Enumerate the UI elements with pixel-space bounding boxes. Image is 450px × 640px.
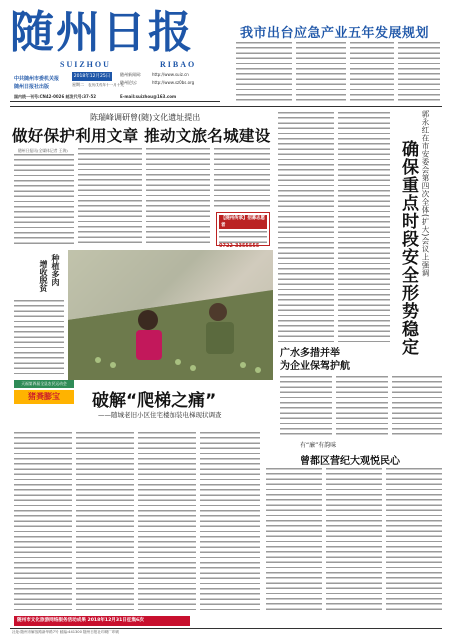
right-story-headline: 确保重点时段安全形势稳定	[398, 140, 418, 356]
photo-illustration	[68, 250, 273, 380]
issn-line: 国内统一刊号:CN42-0026 邮发代号:37-52	[14, 94, 97, 99]
feature-col2	[76, 432, 134, 612]
right-mid-col2	[336, 376, 388, 436]
lead-kicker: 陈瑞峰调研曾(随)文化遗址提出	[90, 113, 201, 122]
ad-box-phone: 0722-3355555	[219, 243, 260, 249]
publisher-line2: 随州日报社出版	[14, 84, 50, 90]
date-box: 2018年12月25日	[73, 74, 111, 79]
masthead-pinyin-left: SUIZHOU	[60, 60, 111, 69]
top-story-headline: 我市出台应急产业五年发展规划	[240, 26, 430, 41]
right-low-col2	[326, 468, 382, 612]
right-low-col3	[386, 468, 442, 612]
right-mid-col1	[280, 376, 332, 436]
lead-photo	[68, 250, 273, 380]
web-label: 随州新闻网:	[120, 72, 142, 77]
feature-subhead: ——随城老旧小区住宅楼加装电梯现状调查	[98, 411, 222, 419]
right-low-kicker: 有“廉”有韵味	[300, 442, 337, 449]
right-story-kicker: 郭永红在市安委会第四次全体(扩大)会议上强调	[421, 110, 430, 277]
top-story-col2	[296, 42, 346, 104]
feature-col1	[14, 432, 72, 612]
masthead-rule	[10, 101, 220, 102]
weekday: 星期二	[72, 82, 84, 87]
lead-col4	[214, 148, 270, 208]
lead-byline: 随州日报讯(全媒体记者 王海)	[18, 148, 68, 153]
footer-note: 社址:随州市解放路新华路7号 邮编:441300 随州日报社印刷厂印刷	[12, 630, 119, 634]
lead-headline: 做好保护利用文章 推动文旅名城建设	[12, 127, 271, 145]
feature-headline: 破解“爬梯之痛”	[92, 391, 217, 411]
right-story-col2	[338, 112, 390, 342]
top-story-col3	[350, 42, 394, 104]
top-story-col1	[236, 42, 292, 104]
section-rule	[10, 106, 442, 107]
lead-col1	[14, 154, 74, 246]
footer-rule	[10, 628, 442, 629]
right-low-headline: 曾都区营纪大观悦民心	[300, 456, 400, 467]
feature-col3	[138, 432, 196, 612]
weibo-label: 随州论坛:	[120, 80, 138, 85]
promo-logo[interactable]: 猪粪膨宝	[14, 390, 74, 404]
right-low-col1	[266, 468, 322, 612]
top-story-col4	[398, 42, 440, 104]
promo-tag[interactable]: 天福第四届全县农民运动会	[14, 380, 74, 388]
lead-col3	[146, 148, 210, 246]
lead-col2	[78, 148, 142, 246]
photo-caption-vertical1: 种植多肉	[51, 254, 60, 286]
feature-col4	[200, 432, 260, 612]
weibo-url[interactable]: http://www.sz0bs.org	[152, 80, 195, 85]
lunar-date: 农历戊戌年十一月十九	[88, 83, 124, 87]
right-story-col1	[278, 112, 334, 342]
masthead-pinyin-right: RIBAO	[160, 60, 197, 69]
email: E-mail:suizhou@163.com	[120, 94, 177, 99]
masthead-logo: 随州日报	[10, 7, 194, 58]
photo-caption-vertical2: 增收脱贫	[39, 260, 48, 292]
ad-box-title: 【随州传承】招募志愿者	[219, 215, 267, 229]
right-mid-headline: 广水多措并举 为企业保驾护航	[280, 348, 350, 372]
ad-box[interactable]	[216, 212, 270, 249]
right-mid-col3	[392, 376, 442, 436]
footer-banner[interactable]: 随州市文化旅游网络服务活动成果 2018年12月31日征集6次	[14, 616, 190, 626]
photo-caption-text	[14, 300, 64, 378]
publisher-line1: 中共随州市委机关报	[14, 76, 60, 82]
ad-box-text	[219, 231, 267, 243]
web-url[interactable]: http://www.suiz.cn	[152, 72, 189, 77]
